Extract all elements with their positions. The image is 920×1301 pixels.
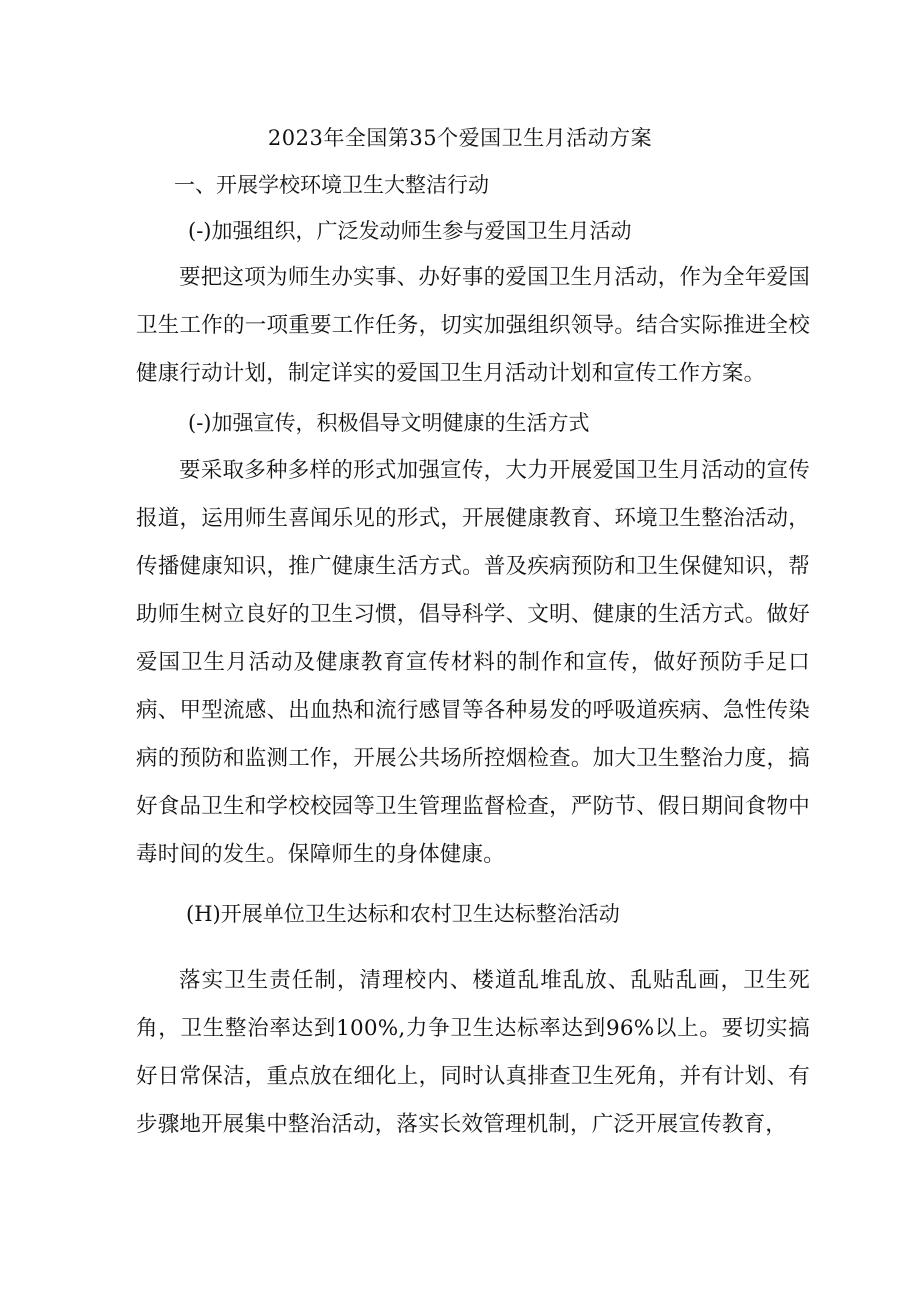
paragraph-organization: 要把这项为师生办实事、办好事的爱国卫生月活动，作为全年爱国卫生工作的一项重要工作任务，切实加强组织领导。结合实际推进全校健康行动计划，制定详实的爱国卫生月活动计划和宣传工作方案。 [136, 265, 810, 386]
section-heading: 一、开展学校环境卫生大整洁行动 [174, 173, 489, 197]
subsection-heading-publicity: (-)加强宣传，积极倡导文明健康的生活方式 [188, 411, 590, 435]
paragraph-publicity: 要采取多种多样的形式加强宣传，大力开展爱国卫生月活动的宣传报道，运用师生喜闻乐见的形式，开展健康教育、环境卫生整治活动，传播健康知识，推广健康生活方式。普及疾病预防和卫生保健知识，帮助师生树立良好的卫生习惯，倡导科学、文明、健康的生活方式。做好爱国卫生月活动及健康教育宣传材料的制作和宣传，做好预防手足口病、甲型流感、出血热和流行感冒等各种易发的呼吸道疾病、急性传染病的预防和监测工作，开展公共场所控烟检查。加大卫生整治力度，搞好食品卫生和学校校园等卫生管理监督检查，严防节、假日期间食物中毒时间的发生。保障师生的身体健康。 [136, 458, 810, 867]
paragraph-sanitation: 落实卫生责任制，清理校内、楼道乱堆乱放、乱贴乱画，卫生死角，卫生整治率达到100%,力争卫生达标率达到96%以上。要切实搞好日常保洁，重点放在细化上，同时认真排查卫生死角，并有计划、有步骤地开展集中整治活动，落实长效管理机制，广泛开展宣传教育， [136, 968, 810, 1137]
subsection-heading-organization: (-)加强组织，广泛发动师生参与爱国卫生月活动 [188, 219, 632, 243]
document-title: 2023年全国第35个爱国卫生月活动方案 [267, 126, 653, 150]
subsection-heading-sanitation: (H)开展单位卫生达标和农村卫生达标整治活动 [186, 902, 620, 926]
